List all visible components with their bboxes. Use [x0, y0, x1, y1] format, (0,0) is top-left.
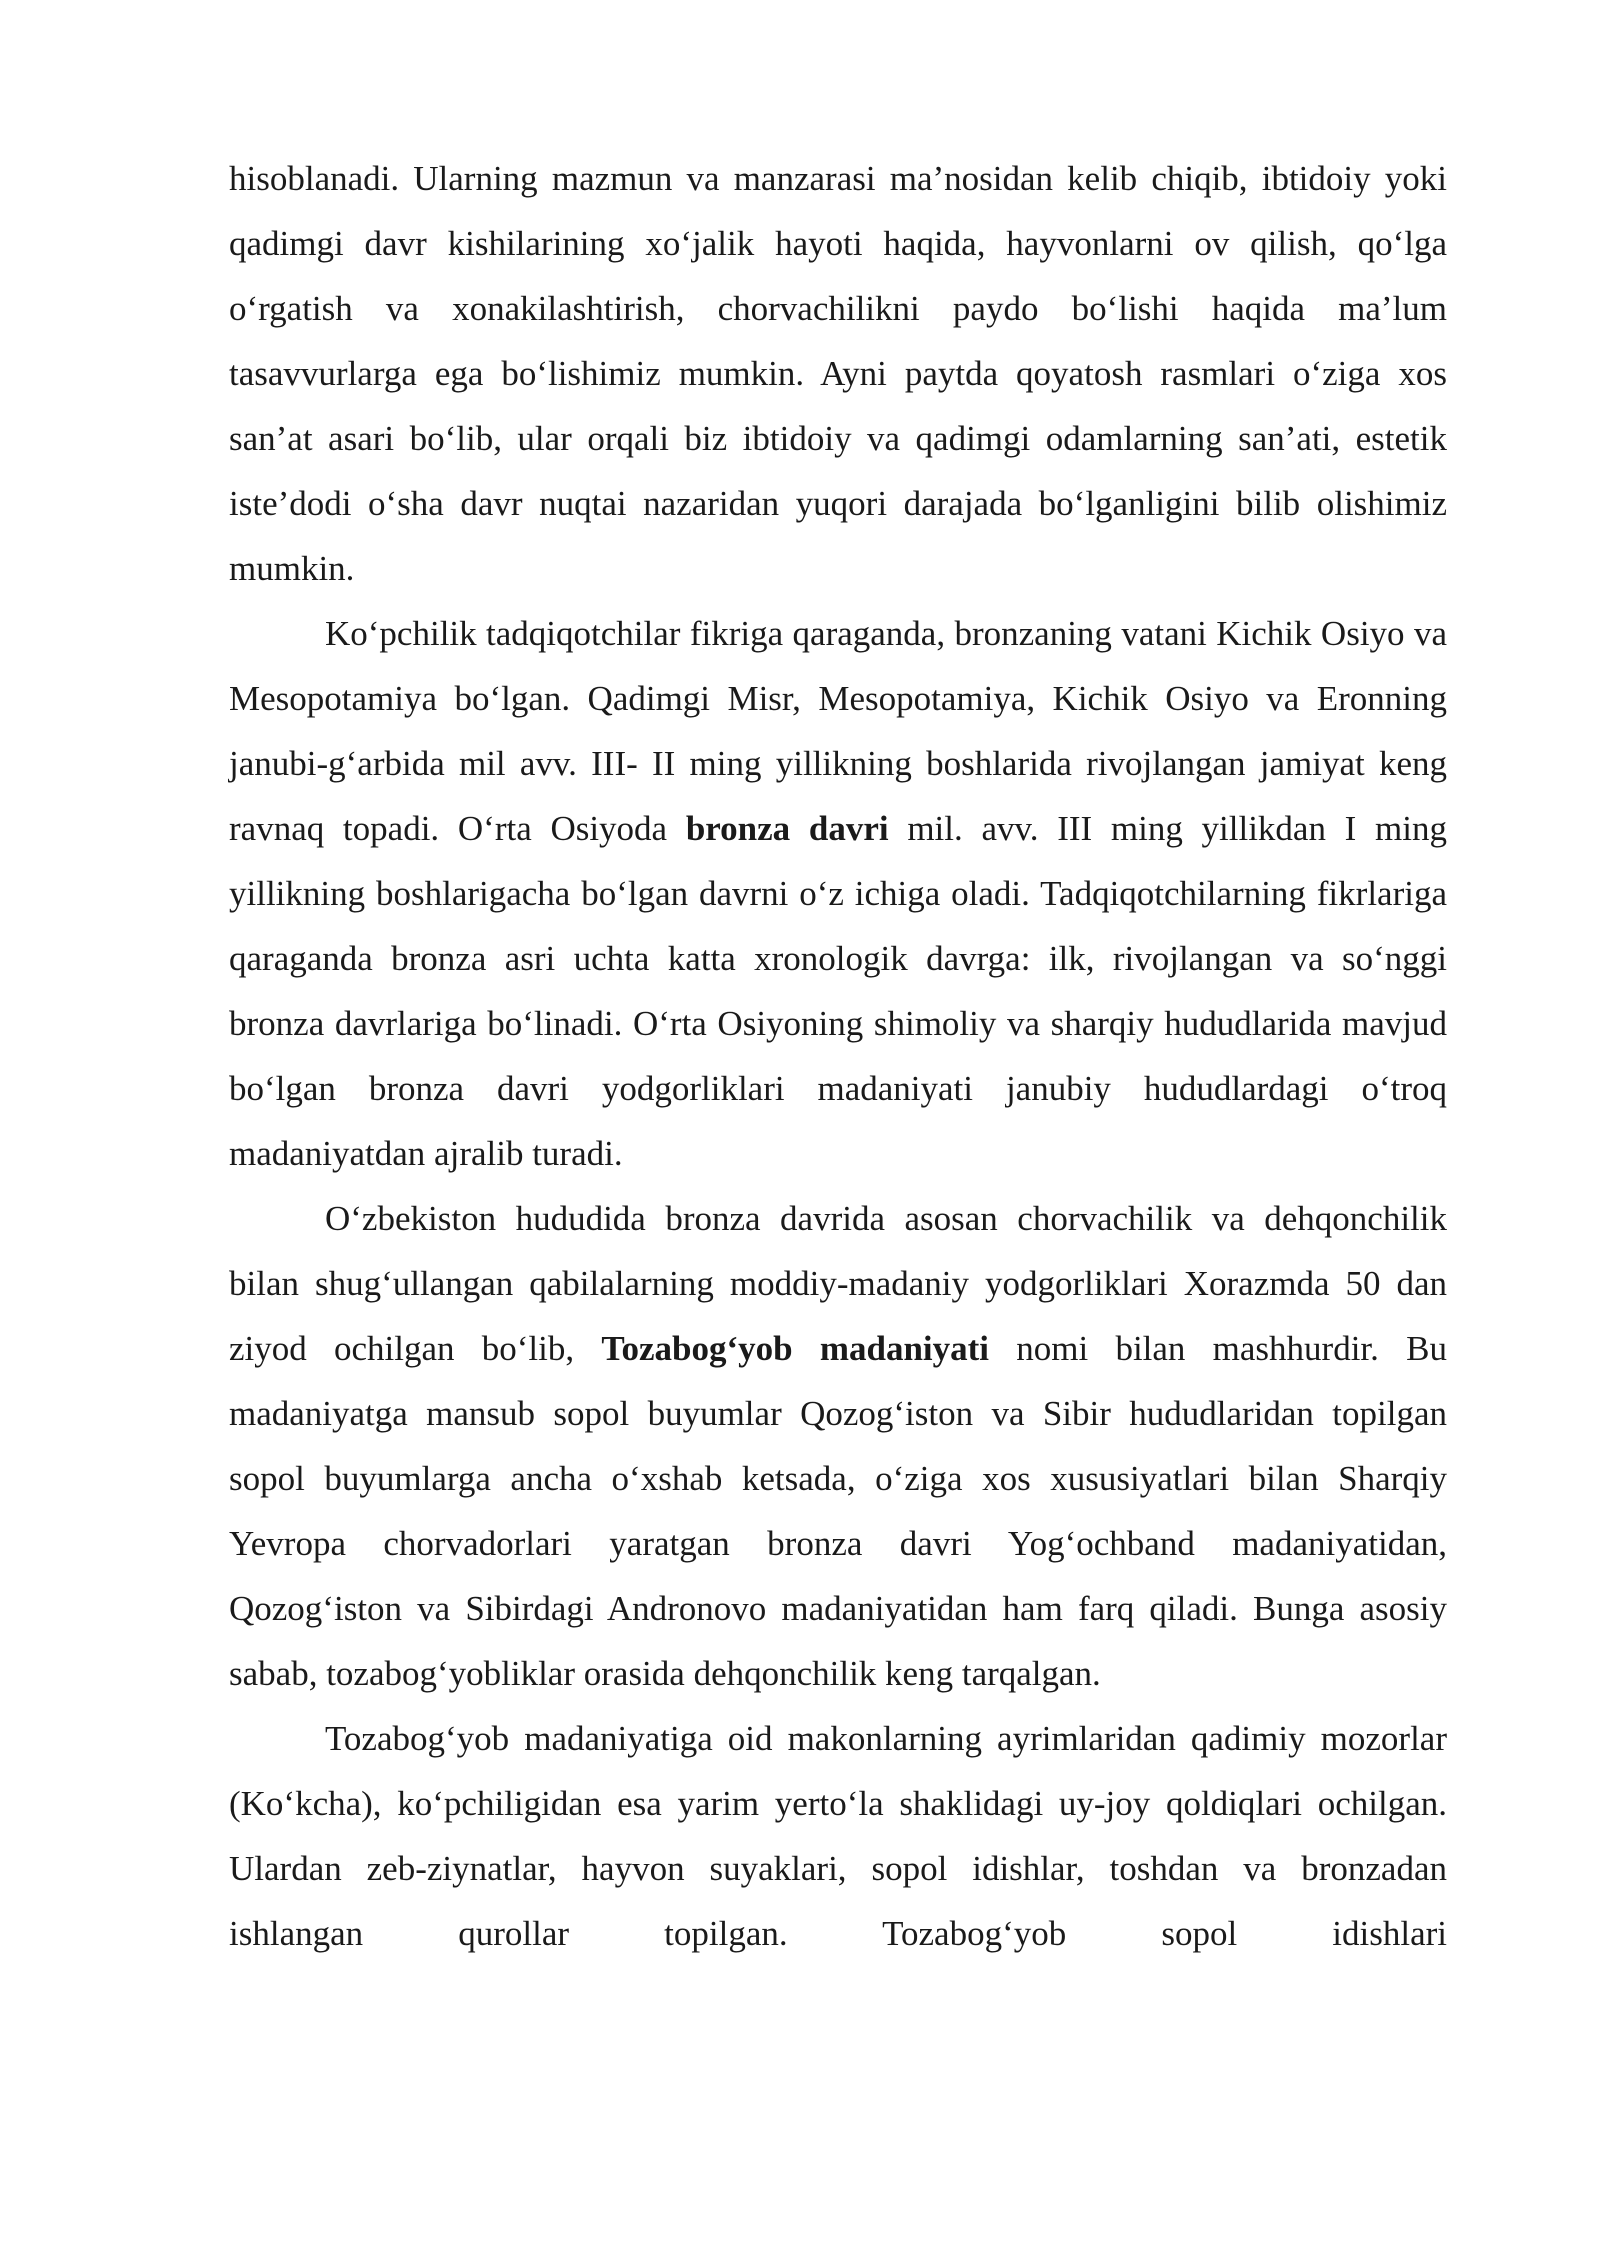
bronze-age-term: bronza davri: [685, 809, 889, 848]
paragraph-2-text-b: mil. avv. III ming yillikdan I ming yillikning boshlarigacha bo‘lgan davrni o‘z ichiga oladi. Tadqiqotchilarning fikrlariga qaraganda bronza asri uchta katta xronologik davrga: ilk, rivojlangan va so‘nggi bronza davrlariga bo‘linadi. O‘rta Osiyoning shimoliy va sharqiy hududlarida mavjud bo‘lgan bronza davri yodgorliklari madaniyati janubiy hududlardagi o‘troq madaniyatdan ajralib turadi.: [229, 809, 1447, 1173]
paragraph-3: [229, 1186, 1447, 1706]
paragraph-3-text-b: nomi bilan mashhurdir. Bu madaniyatga mansub sopol buyumlar Qozog‘iston va Sibir hududlaridan topilgan sopol buyumlarga ancha o‘xshab ketsada, o‘ziga xos xususiyatlari bilan Sharqiy Yevropa chorvadorlari yaratgan bronza davri Yog‘ochband madaniyatidan, Qozog‘iston va Sibirdagi Andronovo madaniyatidan ham farq qiladi. Bunga asosiy sabab, tozabog‘yobliklar orasida dehqonchilik keng tarqalgan.: [229, 1329, 1447, 1693]
paragraph-4-text: Tozabog‘yob madaniyatiga oid makonlarning ayrimlaridan qadimiy mozorlar (Ko‘kcha), ko‘pchiligidan esa yarim yerto‘la shaklidagi uy-joy qoldiqlari ochilgan. Ulardan zeb-ziynatlar, hayvon suyaklari, sopol idishlar, toshdan va bronzadan ishlangan qurollar topilgan. Tozabog‘yob sopol idishlari: [229, 1719, 1447, 1953]
paragraph-2: [229, 601, 1447, 1186]
paragraph-3-text-a: O‘zbekiston hududida bronza davrida asosan chorvachilik va dehqonchilik bilan shug‘ullangan qabilalarning moddiy-madaniy yodgorliklari Xorazmda 50 dan ziyod ochilgan bo‘lib,: [229, 1199, 1447, 1368]
paragraph-1: [229, 146, 1447, 601]
tozabogyob-culture-term: Tozabog‘yob madaniyati: [601, 1329, 990, 1368]
paragraph-2-text-a: Ko‘pchilik tadqiqotchilar fikriga qaraganda, bronzaning vatani Kichik Osiyo va Mesopotamiya bo‘lgan. Qadimgi Misr, Mesopotamiya, Kichik Osiyo va Eronning janubi-g‘arbida mil avv. III- II ming yillikning boshlarida rivojlangan jamiyat keng ravnaq topadi. O‘rta Osiyoda: [229, 614, 1447, 848]
document-body: [229, 146, 1447, 1966]
paragraph-4: [229, 1706, 1447, 1966]
paragraph-1-text: hisoblanadi. Ularning mazmun va manzarasi ma’nosidan kelib chiqib, ibtidoiy yoki qadimgi davr kishilarining xo‘jalik hayoti haqida, hayvonlarni ov qilish, qo‘lga o‘rgatish va xonakilashtirish, chorvachilikni paydo bo‘lishi haqida ma’lum tasavvurlarga ega bo‘lishimiz mumkin. Ayni paytda qoyatosh rasmlari o‘ziga xos san’at asari bo‘lib, ular orqali biz ibtidoiy va qadimgi odamlarning san’ati, estetik iste’dodi o‘sha davr nuqtai nazaridan yuqori darajada bo‘lganligini bilib olishimiz mumkin.: [229, 159, 1447, 588]
